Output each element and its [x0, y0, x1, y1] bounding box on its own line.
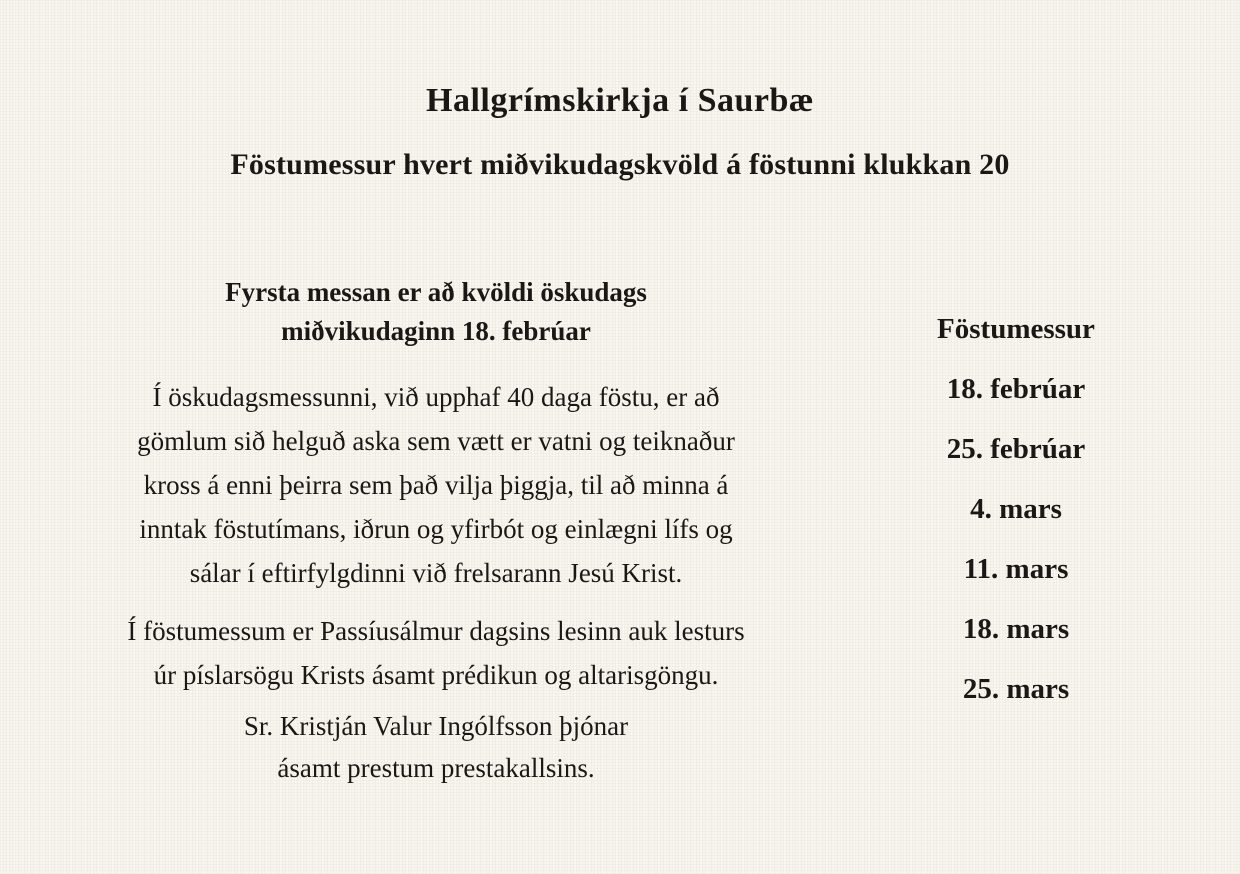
heading-line: Fyrsta messan er að kvöldi öskudags [225, 277, 647, 307]
schedule-date: 18. mars [962, 613, 1070, 645]
schedule-date: 25. febrúar [946, 433, 1086, 465]
paragraph-line: Í öskudagsmessunni, við upphaf 40 daga föstu, er að [152, 382, 720, 412]
ash-wednesday-paragraph [28, 375, 844, 595]
schedule-column [866, 312, 1166, 706]
schedule-date: 25. mars [962, 673, 1070, 705]
page-title: Hallgrímskirkja í Saurbæ [426, 82, 814, 119]
first-mass-heading [28, 273, 844, 351]
lent-mass-paragraph [28, 609, 844, 697]
paragraph-line: ásamt prestum prestakallsins. [277, 753, 595, 783]
schedule-date: 18. febrúar [946, 373, 1086, 405]
page-subtitle: Föstumessur hvert miðvikudagskvöld á föstunni klukkan 20 [230, 148, 1010, 181]
paragraph-line: úr píslarsögu Krists ásamt prédikun og altarisgöngu. [153, 660, 719, 690]
paragraph-line: Sr. Kristján Valur Ingólfsson þjónar [243, 711, 629, 741]
schedule-date: 4. mars [970, 493, 1062, 525]
schedule-heading: Föstumessur [937, 313, 1095, 345]
paragraph-line: sálar í eftirfylgdinni við frelsarann Jesú Krist. [189, 558, 683, 588]
paragraph-line: Í föstumessum er Passíusálmur dagsins lesinn auk lesturs [127, 616, 745, 646]
heading-line: miðvikudaginn 18. febrúar [281, 316, 591, 346]
priest-paragraph [28, 705, 844, 789]
body-column [28, 273, 844, 789]
schedule-date: 11. mars [963, 553, 1069, 585]
paragraph-line: gömlum sið helguð aska sem vætt er vatni og teiknaður [137, 426, 735, 456]
paragraph-line: kross á enni þeirra sem það vilja þiggja, til að minna á [143, 470, 729, 500]
paragraph-line: inntak föstutímans, iðrun og yfirbót og einlægni lífs og [139, 514, 733, 544]
